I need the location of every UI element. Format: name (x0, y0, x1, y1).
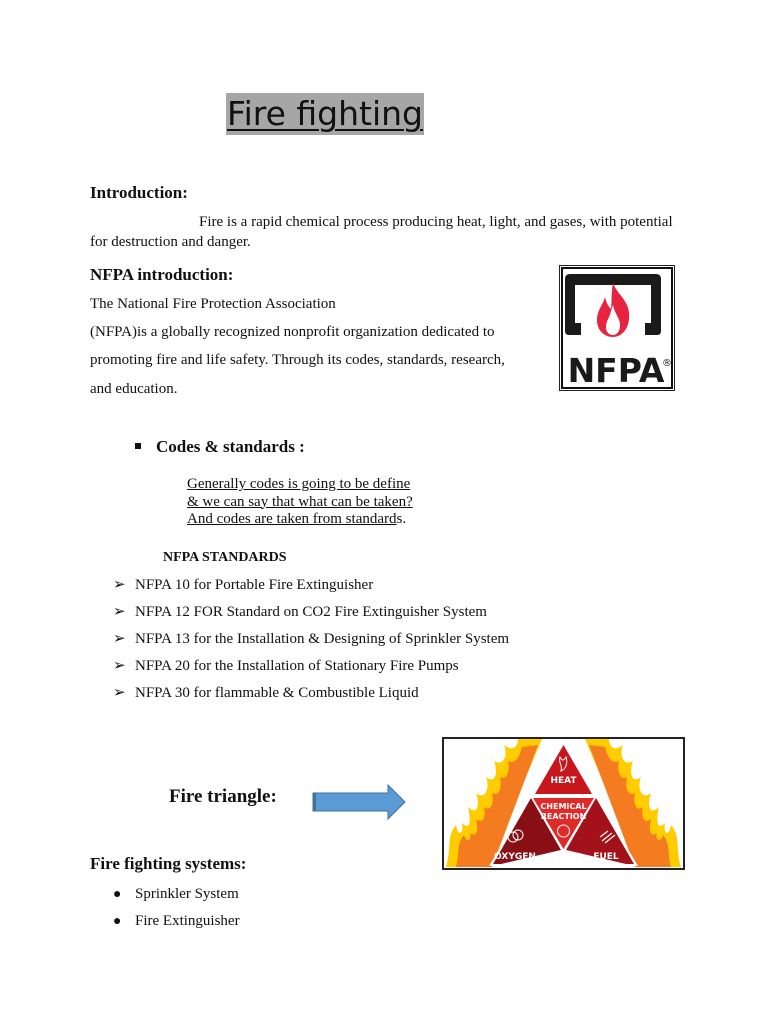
reaction-label: REACTION (540, 812, 587, 821)
page-title: Fire fighting (227, 94, 424, 133)
nfpa-intro-line: The National Fire Protection Association (90, 296, 336, 312)
list-item (113, 911, 240, 938)
square-bullet-icon (135, 443, 141, 449)
codes-note (187, 476, 413, 529)
introduction-heading: Introduction: (90, 183, 188, 202)
standard-item-text: NFPA 20 for the Installation of Stationary Fire Pumps (135, 658, 459, 674)
standard-item-text: NFPA 30 for flammable & Combustible Liquid (135, 685, 419, 701)
nfpa-logo-text: NFPA (567, 351, 665, 390)
standard-item-text: NFPA 10 for Portable Fire Extinguisher (135, 577, 374, 593)
standard-item-text: NFPA 13 for the Installation & Designing of Sprinkler System (135, 631, 510, 647)
bullet-icon: ● (113, 887, 122, 902)
list-item (113, 683, 509, 710)
fire-triangle-heading: Fire triangle: (169, 786, 277, 807)
list-item (113, 656, 509, 683)
fuel-label: FUEL (593, 852, 619, 862)
codes-note-line: & we can say that what can be taken? (187, 493, 413, 510)
fire-triangle-image (442, 737, 685, 870)
nfpa-standards-heading: NFPA STANDARDS (163, 550, 287, 565)
standard-item-text: NFPA 12 FOR Standard on CO2 Fire Extinguisher System (135, 604, 487, 620)
list-item (113, 602, 509, 629)
nfpa-introduction-heading: NFPA introduction: (90, 265, 234, 284)
codes-note-line: Generally codes is going to be define (187, 476, 411, 492)
arrowhead-bullet-icon: ➢ (113, 685, 126, 701)
heat-label: HEAT (550, 776, 577, 786)
system-item-text: Fire Extinguisher (135, 913, 240, 929)
codes-standards-label: Codes & standards : (156, 437, 305, 456)
codes-note-line: And codes are taken from standard (187, 511, 397, 527)
chemical-label: CHEMICAL (540, 802, 587, 811)
arrowhead-bullet-icon: ➢ (113, 658, 126, 674)
nfpa-logo (559, 265, 675, 391)
list-item (113, 884, 240, 911)
arrowhead-bullet-icon: ➢ (113, 631, 126, 647)
list-item (113, 629, 509, 656)
nfpa-intro-line: promoting fire and life safety. Through its codes, standards, research, (90, 352, 505, 368)
registered-mark: ® (662, 358, 672, 369)
codes-note-tail: s. (396, 511, 407, 527)
nfpa-intro-line: (NFPA)is a globally recognized nonprofit organization dedicated to (90, 324, 495, 340)
bullet-icon: ● (113, 914, 122, 929)
list-item (113, 575, 509, 602)
system-item-text: Sprinkler System (135, 886, 239, 902)
fire-fighting-systems-list (113, 884, 240, 938)
introduction-text-line2: for destruction and danger. (90, 234, 251, 250)
oxygen-label: OXYGEN (494, 852, 536, 862)
arrowhead-bullet-icon: ➢ (113, 577, 126, 593)
nfpa-intro-line: and education. (90, 381, 178, 397)
arrowhead-bullet-icon: ➢ (113, 604, 126, 620)
introduction-text-line1: Fire is a rapid chemical process producing heat, light, and gases, with potential (199, 214, 673, 230)
right-arrow-icon (312, 784, 407, 820)
fire-fighting-systems-heading: Fire fighting systems: (90, 854, 247, 873)
codes-standards-heading (135, 437, 305, 457)
nfpa-standards-list (113, 575, 509, 710)
